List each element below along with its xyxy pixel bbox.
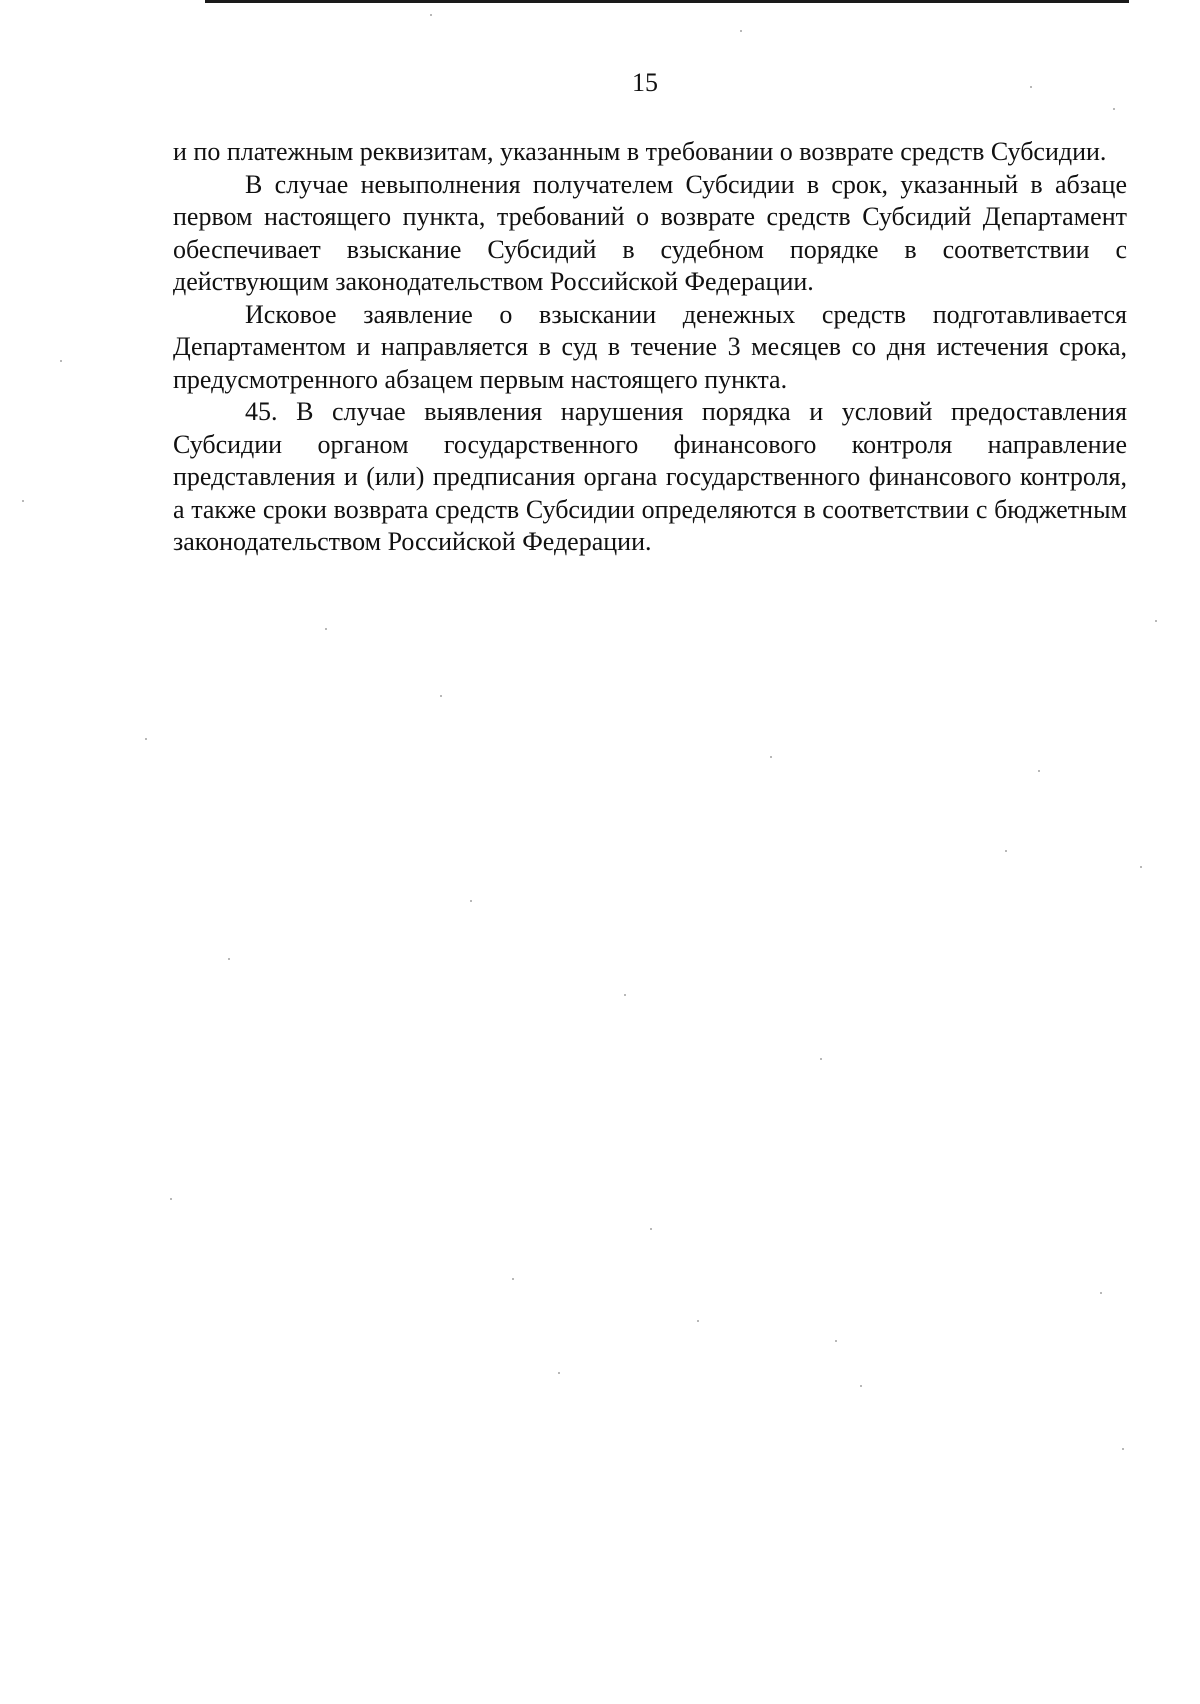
paragraph-non-fulfillment: В случае невыполнения получателем Субсидии в срок, указанный в абзаце первом настоящего пункта, требований о возврате средств Субсидий Департамент обеспечивает взыскание Субсидий в судебном порядке в соответствии с действующим законодательством Российской Федерации.	[173, 169, 1127, 296]
scan-speck	[1005, 850, 1007, 852]
scan-speck	[740, 30, 742, 32]
paragraph-claim-statement: Исковое заявление о взыскании денежных средств подготавливается Департаментом и направляется в суд в течение 3 месяцев со дня истечения срока, предусмотренного абзацем первым настоящего пункта.	[173, 299, 1127, 394]
scan-speck	[770, 756, 772, 758]
scan-speck	[1030, 86, 1032, 88]
scan-speck	[470, 900, 472, 902]
scan-speck	[1038, 770, 1040, 772]
scan-speck	[325, 628, 327, 630]
scan-speck	[558, 1372, 560, 1374]
page-number: 15	[632, 68, 658, 97]
paragraph-clause-45: 45. В случае выявления нарушения порядка и условий предоставления Субсидии органом государственного финансового контроля направление представления и (или) предписания органа государственного финансового контроля, а также сроки возврата средств Субсидии определяются в соответствии с бюджетным законодательством Российской Федерации.	[173, 397, 1127, 556]
scan-speck	[1122, 1448, 1124, 1450]
scan-speck	[1100, 1292, 1102, 1294]
scan-speck	[697, 1320, 699, 1322]
scan-speck	[820, 1058, 822, 1060]
scan-speck	[145, 738, 147, 740]
top-border-line	[205, 0, 1129, 3]
scan-speck	[1113, 108, 1115, 110]
scan-speck	[650, 1228, 652, 1230]
scan-speck	[624, 994, 626, 996]
scan-speck	[228, 958, 230, 960]
scan-speck	[512, 1278, 514, 1280]
scan-speck	[60, 360, 62, 362]
scan-speck	[430, 14, 432, 16]
paragraph-continuation: и по платежным реквизитам, указанным в требовании о возврате средств Субсидии.	[173, 137, 1107, 166]
scan-speck	[1140, 866, 1142, 868]
scan-speck	[22, 500, 24, 502]
scan-speck	[1155, 620, 1157, 622]
scan-speck	[835, 1340, 837, 1342]
document-body	[173, 136, 1127, 559]
scan-speck	[860, 1385, 862, 1387]
scan-speck	[170, 1198, 172, 1200]
scan-speck	[440, 695, 442, 697]
